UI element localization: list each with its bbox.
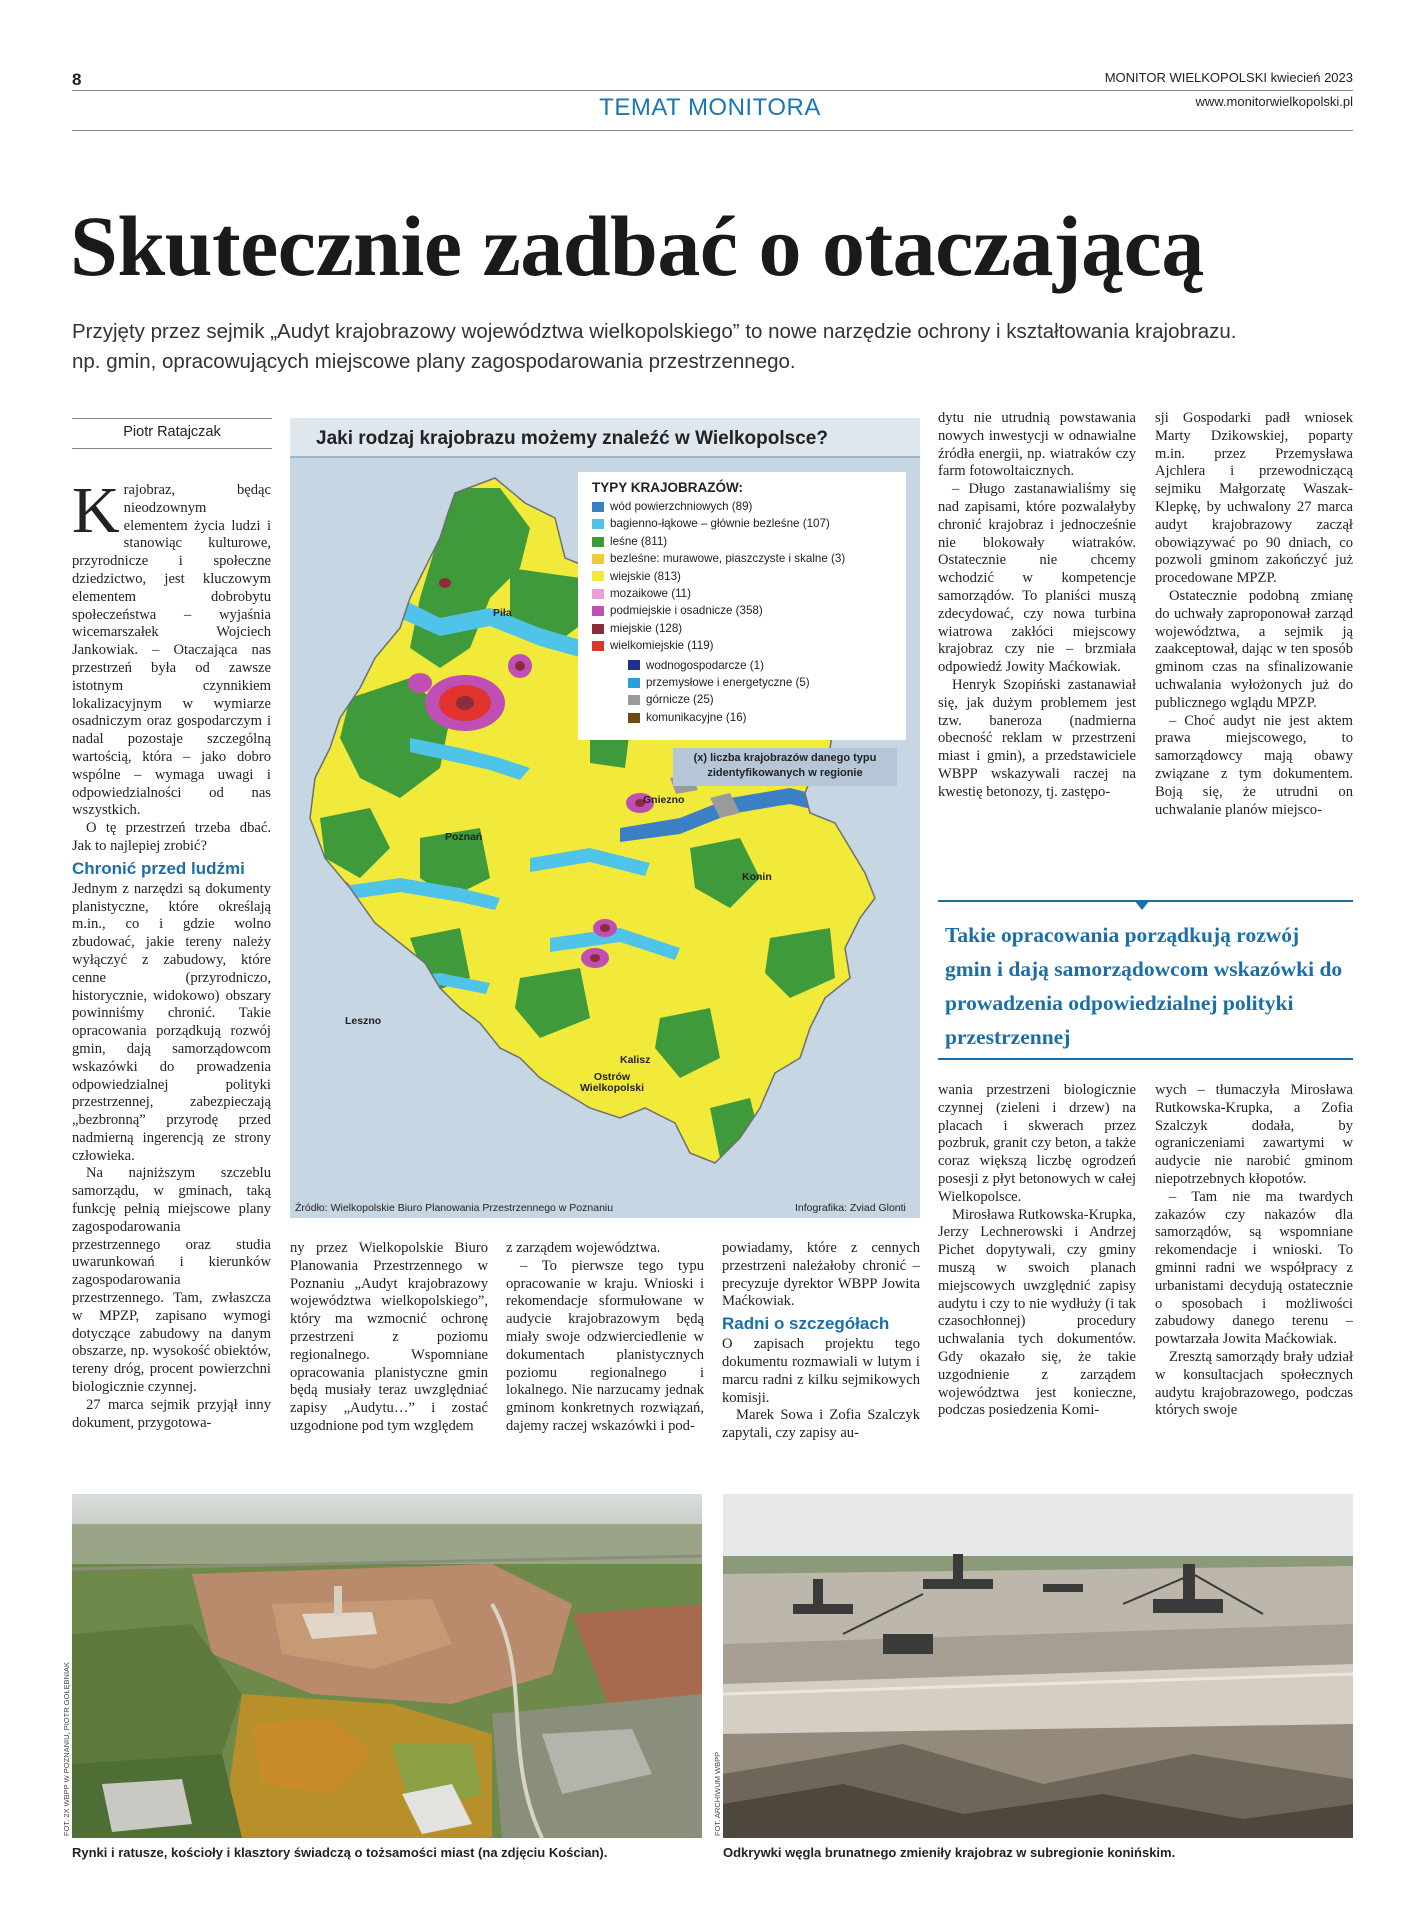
dropcap: K [72,482,120,547]
legend-item [592,533,896,550]
legend-swatch [592,606,604,616]
legend-label: górnicze (25) [646,693,714,707]
photo-left-caption: Rynki i ratusze, kościoły i klasztory świadczą o tożsamości miast (na zdjęciu Kościan). [72,1845,608,1860]
paragraph: – Długo zastanawialiśmy się nad zapisami, które pozwalałyby chronić krajobraz i jednocześnie nie blokowały wiatraków. Ostatecznie nie chcemy wchodzić w kompetencje samorządów. To planiści muszą zdecydować, czy nowa turbina wiatrowa zakłóci miejscowy krajobraz czy nie – brzmiała odpowiedź Jowity Maćkowiak. [938,481,1136,676]
legend-swatch [592,624,604,634]
legend-label: leśne (811) [610,534,668,548]
city-label-konin: Konin [742,871,772,883]
legend-label: wielkomiejskie (119) [610,639,714,653]
pullquote-triangle [1134,900,1150,910]
paragraph: Marek Sowa i Zofia Szalczyk zapytali, czy zapisy au- [722,1407,920,1442]
website-link[interactable]: www.monitorwielkopolski.pl [1195,94,1353,109]
map-legend [578,472,906,740]
town-aerial-image [72,1494,702,1838]
column-5-lower [1155,1082,1353,1465]
legend-title: TYPY KRAJOBRAZÓW: [592,480,744,495]
city-label-kalisz: Kalisz [620,1054,651,1066]
legend-swatch [628,713,640,723]
city-label-gniezno: Gniezno [643,794,685,806]
map-title: Jaki rodzaj krajobrazu możemy znaleźć w Wielkopolsce? [316,428,828,449]
paragraph: Mirosława Rutkowska-Krupka, Jerzy Lechnerowski i Andrzej Pichet dopytywali, czy gminy muszą w swoich planach miejscowych uwzględnić zapisy audytu i czy to nie wydłuży (i tak czasochłonnej) procedury uchwalania tych dokumentów. Gdy okazało się, że takie uzgodnienie z zarządem województwa jest konieczne, podczas posiedzenia Komi- [938,1206,1136,1419]
legend-label: komunikacyjne (16) [646,710,747,724]
legend-item [628,657,896,674]
legend-swatch [592,554,604,564]
paragraph: Zresztą samorządy brały udział w konsultacjach społecznych audytu krajobrazowego, podczas których swoje [1155,1348,1353,1419]
map-infographic [290,418,920,1218]
legend-label: miejskie (128) [610,621,683,635]
map-infographic-credit: Infografika: Zviad Glonti [795,1202,906,1214]
pullquote-rule-bottom [938,1058,1353,1060]
legend-swatch [592,641,604,651]
page-number: 8 [72,70,82,89]
column-5-top [1155,410,1353,872]
lead-line-2: np. gmin, opracowujących miejscowe plany zagospodarowania przestrzennego. [72,350,796,373]
mine-image [723,1494,1353,1838]
city-label-pila: Piła [493,607,512,619]
photo-open-pit-mine [723,1494,1353,1838]
photo-town-aerial [72,1494,702,1838]
legend-item [628,674,896,691]
header-rule-bottom [72,130,1353,131]
author-rule [72,418,272,419]
pullquote: Takie opracowania porządkują rozwój gmin i dają samorządowcom wskazówki do prowadzenia odpowiedzialnej polityki przestrzennej [945,923,1343,1049]
legend-swatch [628,695,640,705]
legend-label: wód powierzchniowych (89) [610,500,753,513]
legend-item [592,550,896,567]
column-4-lower [938,1082,1136,1465]
legend-label: bagienno-łąkowe – głównie bezleśne (107) [610,517,830,531]
legend-swatch [628,678,640,688]
subheading-radni: Radni o szczegółach [722,1314,890,1334]
legend-list-main [592,498,896,655]
photo-left-credit: FOT. 2X WBPP W POZNANIU, PIOTR GOŁĘBNIAK [62,1661,71,1836]
city-label-leszno: Leszno [345,1015,382,1027]
paragraph: Ostatecznie podobną zmianę do uchwały zaproponował zarząd województwa, a sejmik ją zaakceptował, dając w ten sposób gminom czas na sfinalizowanie uchwalania wyłożonych już do publicznego wglądu MPZP. [1155,587,1353,711]
column-1 [72,482,271,1462]
legend-item [592,585,896,602]
paragraph: dytu nie utrudnią powstawania nowych inwestycji w odnawialne źródła energii, np. wiatraków czy farm fotowoltaicznych. [938,410,1136,480]
legend-label: wodnogospodarcze (1) [646,658,764,672]
author-rule-bottom [72,448,272,449]
legend-list-secondary [628,657,896,727]
legend-item [628,691,896,708]
column-4-top [938,410,1136,872]
paragraph: Jednym z narzędzi są dokumenty planistyczne, które określają m.in., co i gdzie wolno zbudować, jakie tereny należy wyłączyć z zabudowy, które cenne (przyrodniczo, historycznie, widokowo) obszary powinniśmy chronić. Takie opracowania porządkują rozwój gmin, dają samorządowcom wskazówki do prowadzenia odpowiedzialnej polityki przestrzennej, zabezpieczają „bezbronną” przyrodę przed nadmierną ingerencją ze strony człowieka. [72,880,271,1164]
paragraph: O tę przestrzeń trzeba dbać. Jak to najlepiej zrobić? [72,820,271,854]
paragraph: O zapisach projektu tego dokumentu rozmawiali w lutym i marcu radni z kilku sejmikowych komisji. [722,1336,920,1406]
author-name: Piotr Ratajczak [123,424,221,440]
paragraph: Henryk Szopiński zastanawiał się, jak dużym problemem jest tzw. baneroza (nadmierna obecność reklam w przestrzeni miast i gmin), a przedstawiciele WBPP wskazywali raczej na kwestię betonozy, tj. zastępo- [938,676,1136,800]
column-3-bottom [506,1240,704,1465]
legend-label: podmiejskie i osadnicze (358) [610,604,763,618]
legend-swatch [592,519,604,529]
paragraph: Na najniższym szczeblu samorządu, w gminach, taką funkcję pełnią miejscowe plany zagospodarowania przestrzennego oraz studia uwarunkowań i kierunków zagospodarowania przestrzennego. Tam, zwłaszcza w MPZP, zapisano wymogi dotyczące zabudowy na danym obszarze, np. wysokość obiektów, tereny dróg, procent powierzchni biologicznie czynnej. [72,1165,271,1396]
legend-item [592,515,896,532]
legend-item [592,498,896,515]
photo-right-caption: Odkrywki węgla brunatnego zmieniły krajobraz w subregionie konińskim. [723,1845,1176,1860]
legend-note: (x) liczba krajobrazów danego typu zidentyfikowanych w regionie [673,748,897,786]
subheading-chronic: Chronić przed ludźmi [72,858,245,878]
paragraph: – Tam nie ma twardych zakazów czy nakazów dla samorządów, są wspomniane rekomendacje i wnioski. To gminni radni we współpracy z urbanistami decydują ostatecznie o sposobach i możliwości zabudowy danego terenu – powtarzała Jowita Maćkowiak. [1155,1188,1353,1348]
article-intro: Krajobraz, będąc nieodzownym elementem życia ludzi i stanowiąc kulturowe, przyrodnicze i społeczne dziedzictwo, jest kluczowym elementem dobrobytu społeczeństwa – wyjaśnia wicemarszałek Wojciech Jankowiak. – Otaczająca nas przestrzeń była od zawsze istotnym czynnikiem lokalizacyjnym w wymiarze osadniczym oraz gospodarczym i nadal pozostaje szczególną wartością, która – jako dobro wspólne – wymaga uwagi i odpowiedzialności od nas wszystkich. [72,482,271,819]
city-label-ostrow: Ostrów Wielkopolski [579,1071,645,1094]
city-label-poznan: Poznań [445,831,483,843]
lead-line-1: Przyjęty przez sejmik „Audyt krajobrazowy województwa wielkopolskiego” to nowe narzędzie ochrony i kształtowania krajobrazu. [72,320,1237,343]
legend-item [592,602,896,619]
paragraph: powiadamy, które z cennych przestrzeni należałoby chronić – precyzuje dyrektor WBPP Jowita Maćkowiak. [722,1240,920,1310]
legend-swatch [628,660,640,670]
legend-label: mozaikowe (11) [610,587,691,601]
paragraph: – Choć audyt nie jest aktem prawa miejscowego, to samorządowcy mają obawy związane z tym dokumentem. Boją się, że utrudni on uchwalanie planów miejsco- [1155,712,1353,818]
column-2-bottom [290,1240,488,1465]
legend-swatch [592,571,604,581]
paragraph: 27 marca sejmik przyjął inny dokument, przygotowa- [72,1396,271,1431]
paragraph: – To pierwsze tego typu opracowanie w kraju. Wnioski i rekomendacje sformułowane w audycie krajobrazowym będą miały swoje odzwierciedlenie w dokumentach planistycznych poziomu regionalnego i lokalnego. Nie narzucamy jednak gminom konkretnych rozwiązań, dajemy raczej wskazówki i pod- [506,1257,704,1434]
legend-item [592,637,896,654]
paragraph: ny przez Wielkopolskie Biuro Planowania Przestrzennego w Poznaniu „Audyt krajobrazowy województwa wielkopolskiego”, który ma wzmocnić ochronę przestrzeni z poziomu regionalnego. Wspomniane opracowania planistyczne gmin będą musiały teraz uwzględniać zapisy „Audytu…” i zostać uzgodnione pod tym względem [290,1240,488,1434]
legend-item [592,620,896,637]
header-rule-top [72,90,1353,91]
headline: Skutecznie zadbać o otaczającą [70,198,1204,294]
section-title: TEMAT MONITORA [599,94,821,121]
legend-swatch [592,537,604,547]
publication-name: MONITOR WIELKOPOLSKI kwiecień 2023 [1104,70,1353,85]
legend-swatch [592,589,604,599]
map-source: Źródło: Wielkopolskie Biuro Planowania Przestrzennego w Poznaniu [295,1202,614,1214]
column-4-bottom [722,1240,920,1465]
paragraph: z zarządem województwa. [506,1240,661,1256]
paragraph: wania przestrzeni biologicznie czynnej (zieleni i drzew) na placach i skwerach przez pozbruk, granit czy beton, a także coraz większą liczbę ogrodzeń posesji z płyt betonowych w całej Wielkopolsce. [938,1082,1136,1205]
legend-swatch [592,502,604,512]
paragraph: sji Gospodarki padł wniosek Marty Dzikowskiej, poparty m.in. przez Przemysława Ajchlera i przewodniczącą sejmiku Małgorzatę Waszak-Klepkę, by uchwalony 27 marca audyt krajobrazowy zaczął obowiązywać po 90 dniach, co pozwoli gminom zakończyć już procedowane MPZP. [1155,410,1353,587]
paragraph: wych – tłumaczyła Mirosława Rutkowska-Krupka, a Zofia Szalczyk dodała, by ograniczeniami zawartymi w audycie nie narobić gminom niepotrzebnych kłopotów. [1155,1082,1353,1187]
legend-item [628,709,896,726]
legend-label: wiejskie (813) [610,569,681,583]
legend-label: przemysłowe i energetyczne (5) [646,676,810,690]
photo-right-credit: FOT. ARCHIWUM WBPP [713,1751,722,1836]
legend-label: bezleśne: murawowe, piaszczyste i skalne (3) [610,552,846,566]
legend-item [592,568,896,585]
